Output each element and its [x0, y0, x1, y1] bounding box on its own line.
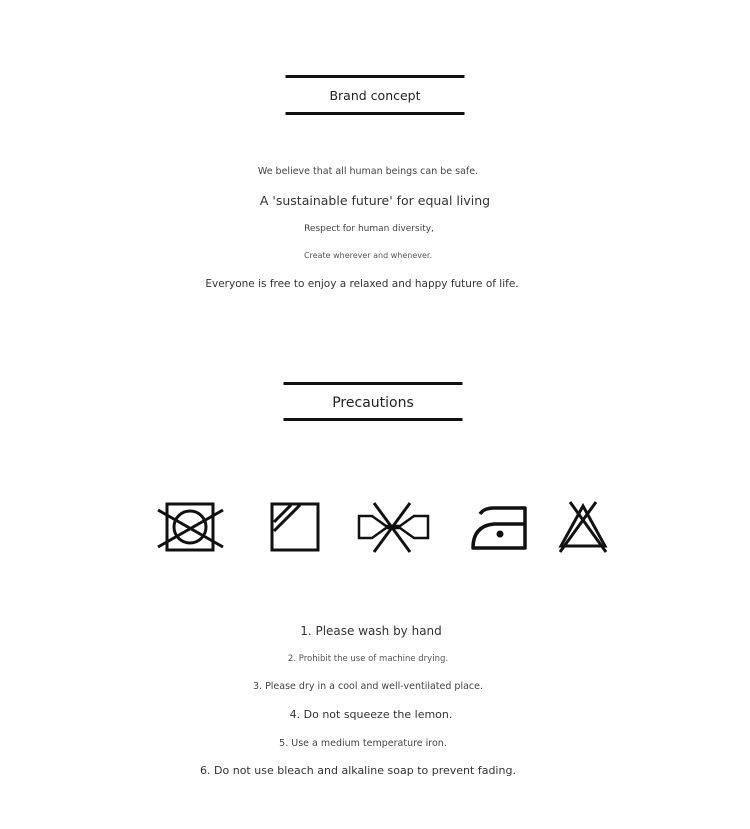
- precaution-item: 2. Prohibit the use of machine drying.: [287, 654, 449, 664]
- precaution-item: 4. Do not squeeze the lemon.: [289, 708, 453, 721]
- precaution-item: 1. Please wash by hand: [300, 624, 442, 638]
- brand-concept-line: A 'sustainable future' for equal living: [259, 193, 491, 208]
- brand-concept-heading: [286, 75, 465, 115]
- dry-in-shade-icon: [269, 500, 323, 554]
- brand-concept-line: Respect for human diversity,: [304, 224, 434, 234]
- brand-concept-line: We believe that all human beings can be safe.: [257, 166, 479, 177]
- do-not-wring-icon: [356, 500, 432, 554]
- precautions-heading: [284, 382, 463, 421]
- iron-medium-temperature-icon: [470, 500, 528, 554]
- do-not-bleach-icon: [556, 500, 612, 554]
- brand-concept-title: Brand concept: [329, 88, 421, 103]
- brand-concept-line: Everyone is free to enjoy a relaxed and happy future of life.: [205, 278, 519, 290]
- do-not-tumble-dry-icon: [156, 500, 226, 554]
- precaution-item: 5. Use a medium temperature iron.: [279, 738, 447, 749]
- precaution-item: 3. Please dry in a cool and well-ventilated place.: [252, 681, 483, 692]
- precaution-item: 6. Do not use bleach and alkaline soap to prevent fading.: [200, 764, 516, 777]
- brand-concept-line: Create wherever and whenever.: [303, 251, 433, 260]
- precautions-title: Precautions: [332, 395, 414, 411]
